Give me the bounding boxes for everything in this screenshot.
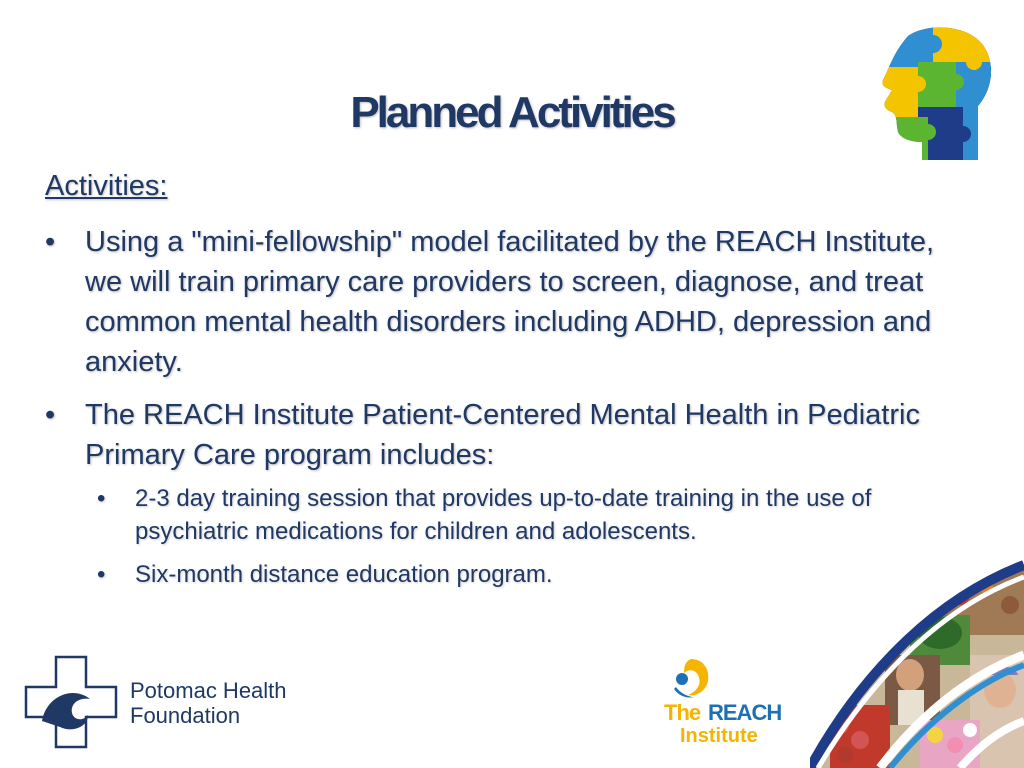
bullet-glyph: •	[97, 561, 106, 588]
bullet-glyph: •	[97, 485, 106, 512]
reach-figure-icon	[668, 655, 714, 701]
bullet-item	[45, 222, 965, 382]
activities-heading: Activities:	[45, 170, 168, 202]
reach-logo-the: The	[664, 700, 701, 725]
photo-collage-decoration	[810, 545, 1024, 768]
reach-logo-reach: REACH	[708, 700, 782, 725]
slide-title: Planned Activities	[350, 88, 674, 137]
bullet-text: Using a "mini-fellowship" model facilitated by the REACH Institute, we will train primary care providers to screen, diagnose, and treat common mental health disorders including ADHD, depression and anxiety.	[85, 226, 935, 378]
bullet-glyph: •	[45, 226, 56, 258]
reach-logo-institute: Institute	[680, 725, 758, 747]
sub-bullet-item	[97, 482, 955, 548]
sub-bullet-text: 2-3 day training session that provides up-to-date training in the use of psychiatric medications for children and adolescents.	[135, 485, 872, 545]
potomac-line2: Foundation	[130, 703, 241, 728]
sub-bullet-text: Six-month distance education program.	[135, 561, 553, 588]
bullet-glyph: •	[45, 399, 56, 431]
potomac-line1: Potomac Health	[130, 678, 287, 703]
bullet-text: The REACH Institute Patient-Centered Mental Health in Pediatric Primary Care program includes:	[85, 399, 920, 471]
potomac-cross-wave-icon	[24, 655, 118, 749]
bullet-item	[45, 395, 965, 475]
potomac-logo-text	[130, 678, 287, 728]
